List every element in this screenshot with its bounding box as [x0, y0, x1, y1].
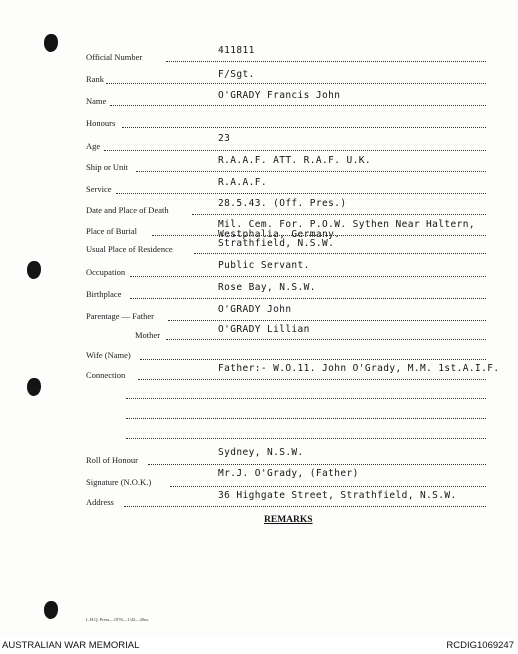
- fill-line: [106, 83, 486, 84]
- value-rank: F/Sgt.: [218, 69, 255, 80]
- label-wife: Wife (Name): [86, 350, 131, 360]
- value-mother: O'GRADY Lillian: [218, 324, 310, 335]
- remarks-heading: REMARKS: [264, 515, 313, 525]
- label-service: Service: [86, 184, 112, 194]
- punch-hole: [44, 601, 58, 619]
- fill-line: [126, 418, 486, 419]
- fill-line: [194, 253, 486, 254]
- archive-footer: [0, 638, 518, 654]
- label-name: Name: [86, 96, 107, 106]
- value-name: O'GRADY Francis John: [218, 90, 341, 101]
- fill-line: [126, 398, 486, 399]
- fill-line: [166, 61, 486, 62]
- label-birthplace: Birthplace: [86, 289, 122, 299]
- label-official-number: Official Number: [86, 52, 143, 62]
- label-address: Address: [86, 497, 114, 507]
- fill-line: [116, 193, 486, 194]
- value-place-of-burial: Mil. Cem. For. P.O.W. Sythen Near Haltern,: [218, 219, 476, 230]
- label-father: Parentage — Father: [86, 311, 154, 321]
- value-address: 36 Highgate Street, Strathfield, N.S.W.: [218, 490, 457, 501]
- value-place-of-burial-line2: Westphalia, Germany.: [218, 229, 341, 240]
- fill-line: [140, 359, 486, 360]
- fill-line: [166, 339, 486, 340]
- value-usual-residence: Strathfield, N.S.W.: [218, 238, 335, 249]
- fill-line: [192, 214, 486, 215]
- fill-line: [124, 506, 486, 507]
- label-usual-residence: Usual Place of Residence: [86, 244, 173, 254]
- fill-line: [170, 486, 486, 487]
- label-ship-or-unit: Ship or Unit: [86, 162, 129, 172]
- fill-line: [110, 105, 486, 106]
- fill-line: [104, 150, 486, 151]
- value-occupation: Public Servant.: [218, 260, 310, 271]
- label-connection: Connection: [86, 370, 126, 380]
- fill-line: [168, 320, 486, 321]
- fill-line: [122, 127, 486, 128]
- label-honours: Honours: [86, 118, 116, 128]
- fill-line: [152, 235, 486, 236]
- value-official-number: 411811: [218, 45, 255, 56]
- punch-hole: [27, 378, 41, 396]
- label-signature: Signature (N.O.K.): [86, 477, 152, 487]
- label-date-place-death: Date and Place of Death: [86, 205, 169, 215]
- punch-hole: [27, 261, 41, 279]
- fill-line: [130, 276, 486, 277]
- label-age: Age: [86, 141, 101, 151]
- value-signature: Mr.J. O'Grady, (Father): [218, 468, 359, 479]
- label-rank: Rank: [86, 74, 104, 84]
- label-mother: Mother: [135, 330, 161, 340]
- punch-hole: [44, 34, 58, 52]
- label-occupation: Occupation: [86, 267, 126, 277]
- footer-institution: AUSTRALIAN WAR MEMORIAL: [2, 640, 140, 651]
- fill-line: [138, 379, 486, 380]
- value-service: R.A.A.F.: [218, 177, 267, 188]
- value-ship-or-unit: R.A.A.F. ATT. R.A.F. U.K.: [218, 155, 371, 166]
- fill-line: [148, 464, 486, 465]
- fill-line: [136, 171, 486, 172]
- value-birthplace: Rose Bay, N.S.W.: [218, 282, 316, 293]
- value-roll-of-honour: Sydney, N.S.W.: [218, 447, 304, 458]
- printer-imprint: L.H.Q. Press—1976—1/42—20m.: [86, 617, 149, 622]
- value-age: 23: [218, 133, 231, 144]
- fill-line: [130, 298, 486, 299]
- footer-record-id: RCDIG1069247: [446, 640, 514, 651]
- fill-line: [126, 438, 486, 439]
- value-connection: Father:- W.O.11. John O'Grady, M.M. 1st.A.I.F.: [218, 363, 500, 374]
- label-place-of-burial: Place of Burial: [86, 226, 137, 236]
- label-roll-of-honour: Roll of Honour: [86, 455, 138, 465]
- value-father: O'GRADY John: [218, 304, 292, 315]
- value-date-place-death: 28.5.43. (Off. Pres.): [218, 198, 347, 209]
